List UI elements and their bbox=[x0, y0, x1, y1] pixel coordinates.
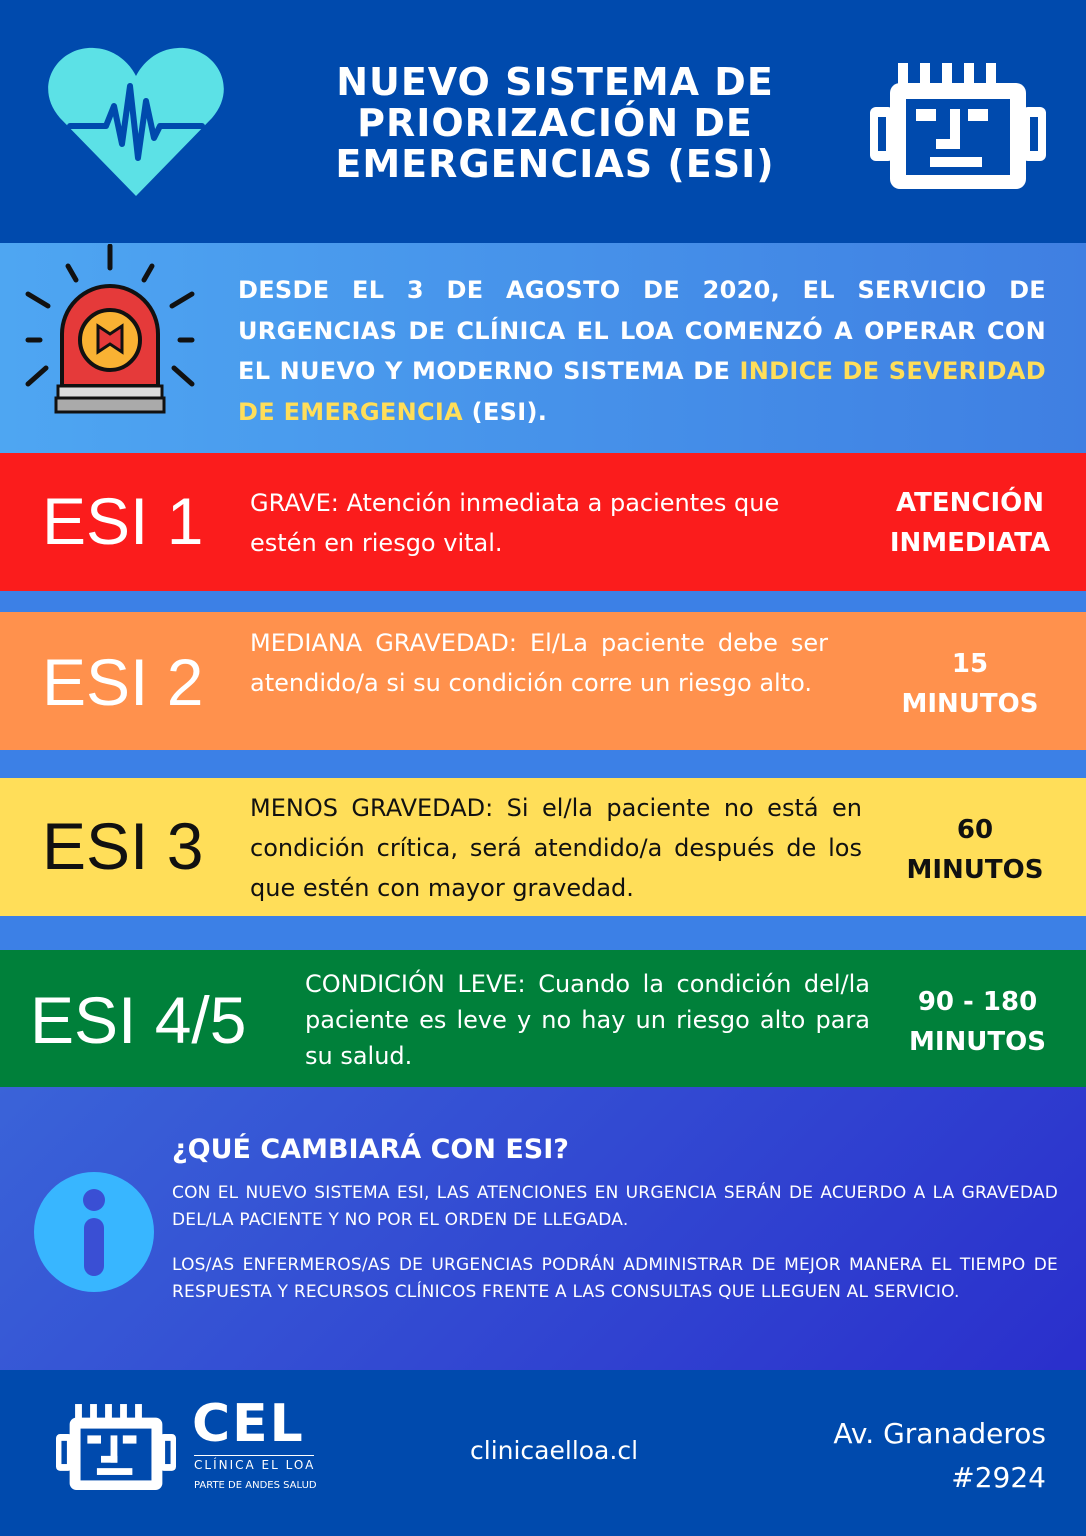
address-line-1: Av. Granaderos bbox=[833, 1417, 1046, 1450]
esi-response-time bbox=[870, 483, 1070, 563]
esi-3-band bbox=[0, 778, 1086, 916]
esi-level-label: ESI 2 bbox=[42, 645, 204, 719]
esi-response-time bbox=[885, 982, 1070, 1062]
esi-level-label: ESI 3 bbox=[42, 809, 204, 883]
intro-text-main: DESDE EL 3 DE AGOSTO DE 2020, EL SERVICIO DE URGENCIAS DE CLÍNICA EL LOA COMENZÓ A OPERAR CON EL NUEVO Y MODERNO SISTEMA DE bbox=[238, 276, 1046, 385]
address bbox=[833, 1412, 1046, 1500]
esi-description: CONDICIÓN LEVE: Cuando la condición del/la paciente es leve y no hay un riesgo alto para su salud. bbox=[305, 970, 870, 1070]
esi-1-band bbox=[0, 453, 1086, 591]
esi-45-band bbox=[0, 950, 1086, 1088]
page-title: NUEVO SISTEMA DE PRIORIZACIÓN DE EMERGENCIAS (ESI) bbox=[335, 60, 775, 186]
logo-subtitle: CLÍNICA EL LOA bbox=[194, 1455, 314, 1473]
logo-tagline: PARTE DE ANDES SALUD bbox=[194, 1480, 317, 1491]
esi-description: MEDIANA GRAVEDAD: El/La paciente debe ser atendido/a si su condición corre un riesgo alto. bbox=[250, 629, 828, 697]
intro-text bbox=[238, 270, 1046, 432]
esi-response-time bbox=[870, 644, 1070, 724]
intro-text-end: (ESI). bbox=[463, 397, 548, 426]
logo-wordmark: CEL bbox=[192, 1394, 305, 1454]
info-paragraph-2: LOS/AS ENFERMEROS/AS DE URGENCIAS PODRÁN ADMINISTRAR DE MEJOR MANERA EL TIEMPO DE RESPUESTA Y RECURSOS CLÍNICOS FRENTE A LAS CONSULTAS QUE LLEGUEN AL SERVICIO. bbox=[172, 1255, 1058, 1302]
time-line-1: 60 bbox=[956, 815, 994, 845]
esi-description: MENOS GRAVEDAD: Si el/la paciente no está en condición crítica, será atendido/a después de los que estén con mayor gravedad. bbox=[250, 794, 862, 902]
time-line-1: ATENCIÓN bbox=[896, 488, 1044, 518]
time-line-2: MINUTOS bbox=[906, 855, 1044, 885]
time-line-1: 15 bbox=[951, 649, 989, 679]
time-line-2: INMEDIATA bbox=[889, 528, 1051, 558]
time-line-1: 90 - 180 bbox=[917, 987, 1038, 1017]
address-line-2: #2924 bbox=[951, 1461, 1046, 1494]
time-line-2: MINUTOS bbox=[901, 689, 1039, 719]
info-paragraph-1: CON EL NUEVO SISTEMA ESI, LAS ATENCIONES EN URGENCIA SERÁN DE ACUERDO A LA GRAVEDAD DEL/LA PACIENTE Y NO POR EL ORDEN DE LLEGADA. bbox=[172, 1183, 1058, 1230]
esi-response-time bbox=[875, 810, 1075, 890]
website-link[interactable]: clinicaelloa.cl bbox=[470, 1436, 639, 1465]
esi-level-label: ESI 1 bbox=[42, 484, 204, 558]
footer-logo-icon bbox=[56, 1404, 176, 1490]
robot-face-logo-icon bbox=[870, 63, 1046, 189]
intro-highlight: INDICE DE SEVERIDAD DE EMERGENCIA bbox=[238, 357, 1046, 426]
emergency-siren-icon bbox=[22, 244, 198, 416]
esi-2-band bbox=[0, 612, 1086, 750]
time-line-2: MINUTOS bbox=[909, 1027, 1046, 1057]
esi-level-label: ESI 4/5 bbox=[30, 983, 247, 1057]
info-title: ¿QUÉ CAMBIARÁ CON ESI? bbox=[172, 1134, 569, 1165]
esi-description: GRAVE: Atención inmediata a pacientes que estén en riesgo vital. bbox=[250, 489, 780, 557]
heart-pulse-icon bbox=[46, 46, 226, 198]
info-icon bbox=[34, 1172, 154, 1292]
